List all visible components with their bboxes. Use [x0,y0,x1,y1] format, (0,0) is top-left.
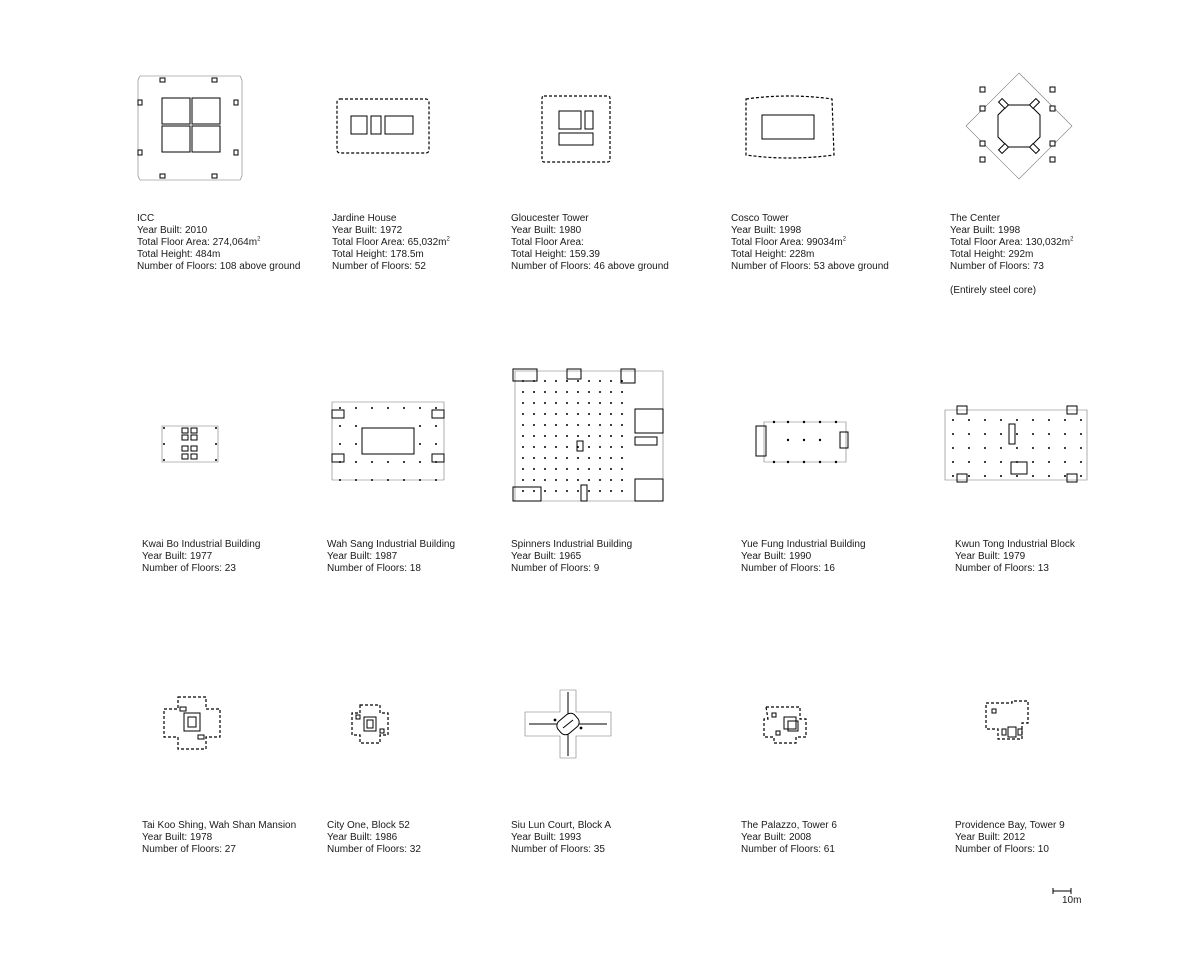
column-mark [588,468,590,470]
column-mark [566,457,568,459]
column-mark [544,424,546,426]
column-mark [621,457,623,459]
column-mark [387,479,389,481]
column-mark [968,461,970,463]
column-mark [968,433,970,435]
column-mark [544,479,546,481]
floor-count: Number of Floors: 16 [741,563,835,574]
floor-count: Number of Floors: 108 above ground [137,261,301,272]
column-mark [610,413,612,415]
column-mark [544,402,546,404]
column-mark [577,479,579,481]
caption-wah-sang [327,539,455,575]
column-mark [566,402,568,404]
column-mark [1016,447,1018,449]
column-mark [1032,461,1034,463]
column-grid [163,427,217,461]
caption-kwun-tong [955,539,1075,575]
column-mark [588,446,590,448]
caption-icc [137,213,300,273]
column-mark [621,380,623,382]
column-mark [435,443,437,445]
column-mark [355,425,357,427]
column-mark [522,468,524,470]
column-mark [610,479,612,481]
column-mark [387,407,389,409]
building-name: Spinners Industrial Building [511,539,633,550]
column-mark [1032,475,1034,477]
column-mark [968,447,970,449]
column-mark [403,479,405,481]
caption-city-one [327,820,421,856]
column-mark [566,479,568,481]
column-mark [533,391,535,393]
column-mark [610,468,612,470]
column-mark [544,391,546,393]
column-mark [555,457,557,459]
caption-tai-koo-shing [142,820,296,856]
column-mark [1064,419,1066,421]
column-mark [533,446,535,448]
column-mark [577,402,579,404]
caption-palazzo [741,820,837,856]
building-name: Gloucester Tower [511,213,589,224]
column-mark [968,475,970,477]
building-name: Jardine House [332,213,397,224]
column-mark [555,490,557,492]
column-mark [610,424,612,426]
column-mark [355,443,357,445]
year-built: Year Built: 1972 [332,225,403,236]
column-mark [435,461,437,463]
column-mark [544,490,546,492]
column-mark [566,380,568,382]
column-mark [522,446,524,448]
column-mark [1032,433,1034,435]
year-built: Year Built: 1990 [741,551,812,562]
year-built: Year Built: 1993 [511,832,582,843]
column-mark [522,490,524,492]
floor-count: Number of Floors: 46 above ground [511,261,669,272]
floor-count: Number of Floors: 13 [955,563,1049,574]
column-mark [544,380,546,382]
total-height: Total Height: 484m [137,249,221,260]
column-mark [339,407,341,409]
column-mark [1016,475,1018,477]
column-mark [984,447,986,449]
column-mark [610,435,612,437]
column-mark [566,468,568,470]
floor-count: Number of Floors: 18 [327,563,421,574]
column-mark [544,435,546,437]
column-mark [621,479,623,481]
building-name: Kwun Tong Industrial Block [955,539,1075,550]
column-mark [555,402,557,404]
column-mark [1064,447,1066,449]
floor-count: Number of Floors: 35 [511,844,605,855]
year-built: Year Built: 1998 [731,225,802,236]
floor-count: Number of Floors: 52 [332,261,426,272]
column-mark [599,413,601,415]
plan-siu-lun [523,688,613,760]
column-mark [621,413,623,415]
column-mark [555,435,557,437]
column-mark [1064,433,1066,435]
column-mark [419,443,421,445]
column-mark [533,479,535,481]
column-mark [577,391,579,393]
building-name: Tai Koo Shing, Wah Shan Mansion [142,820,297,831]
column-mark [1048,475,1050,477]
column-mark [1080,461,1082,463]
column-mark [533,490,535,492]
column-mark [435,425,437,427]
column-mark [555,391,557,393]
column-mark [599,435,601,437]
plan-jardine-house [334,96,432,156]
column-mark [1080,433,1082,435]
column-mark [555,479,557,481]
caption-gloucester-tower [511,213,669,273]
column-mark [588,402,590,404]
column-mark [610,380,612,382]
column-mark [952,475,954,477]
column-mark [435,407,437,409]
column-mark [952,433,954,435]
year-built: Year Built: 1998 [950,225,1021,236]
caption-cosco-tower [731,213,889,273]
column-mark [599,391,601,393]
column-mark [371,461,373,463]
column-mark [544,446,546,448]
floor-count: Number of Floors: 27 [142,844,236,855]
column-mark [621,446,623,448]
column-mark [1048,433,1050,435]
column-mark [621,490,623,492]
column-mark [621,435,623,437]
column-mark [566,413,568,415]
total-height: Total Height: 228m [731,249,815,260]
column-mark [621,424,623,426]
column-mark [533,457,535,459]
column-mark [599,457,601,459]
column-mark [588,457,590,459]
column-mark [599,380,601,382]
column-mark [621,468,623,470]
building-name: Yue Fung Industrial Building [741,539,866,550]
column-mark [1080,447,1082,449]
column-mark [1032,419,1034,421]
column-mark [555,468,557,470]
plan-tai-koo-shing [162,695,222,751]
column-mark [1048,461,1050,463]
column-mark [522,413,524,415]
column-mark [371,407,373,409]
caption-yue-fung [741,539,866,575]
column-mark [1080,419,1082,421]
column-mark [1000,461,1002,463]
column-mark [610,391,612,393]
column-mark [1000,419,1002,421]
year-built: Year Built: 1965 [511,551,582,562]
column-mark [577,457,579,459]
building-name: Wah Sang Industrial Building [327,539,456,550]
building-name: ICC [137,213,155,224]
column-mark [588,391,590,393]
year-built: Year Built: 1977 [142,551,213,562]
structure-note: (Entirely steel core) [950,285,1037,296]
column-mark [555,380,557,382]
plan-kwai-bo [160,422,220,466]
column-mark [533,424,535,426]
building-name: The Center [950,213,1001,224]
floor-area: Total Floor Area: $130,032m^2$ [950,236,1074,248]
column-mark [1048,447,1050,449]
column-mark [610,402,612,404]
column-mark [355,407,357,409]
column-mark [588,479,590,481]
total-height: Total Height: 159.39 [511,249,600,260]
column-mark [339,461,341,463]
column-mark [1000,447,1002,449]
column-mark [952,419,954,421]
column-mark [1064,461,1066,463]
column-mark [1032,447,1034,449]
year-built: Year Built: 1979 [955,551,1026,562]
column-mark [577,424,579,426]
building-name: Siu Lun Court, Block A [511,820,612,831]
column-mark [522,402,524,404]
column-mark [566,435,568,437]
column-mark [588,413,590,415]
column-mark [355,461,357,463]
column-mark [577,435,579,437]
column-mark [522,380,524,382]
column-mark [403,461,405,463]
column-mark [610,446,612,448]
column-mark [355,479,357,481]
column-mark [577,490,579,492]
column-mark [588,490,590,492]
total-height: Total Height: 178.5m [332,249,424,260]
column-mark [984,433,986,435]
column-mark [566,391,568,393]
column-mark [339,425,341,427]
column-mark [621,402,623,404]
plan-spinners [511,367,667,505]
caption-jardine-house [332,213,450,273]
floor-area: Total Floor Area: $274,064m^2$ [137,236,261,248]
column-mark [544,413,546,415]
column-mark [419,479,421,481]
column-mark [588,380,590,382]
column-mark [984,461,986,463]
column-mark [339,479,341,481]
floor-area: Total Floor Area: $65,032m^2$ [332,236,450,248]
caption-the-center [950,213,1073,297]
column-mark [599,446,601,448]
plan-gloucester-tower [539,93,613,165]
column-mark [1016,433,1018,435]
column-mark [599,490,601,492]
column-mark [533,435,535,437]
building-name: Kwai Bo Industrial Building [142,539,261,550]
building-name: Providence Bay, Tower 9 [955,820,1065,831]
plan-city-one [350,703,390,745]
column-mark [1000,433,1002,435]
column-mark [533,402,535,404]
column-mark [610,457,612,459]
column-mark [577,446,579,448]
column-mark [555,413,557,415]
column-mark [419,407,421,409]
year-built: Year Built: 2010 [137,225,208,236]
building-name: Cosco Tower [731,213,789,224]
column-mark [566,446,568,448]
column-mark [555,424,557,426]
year-built: Year Built: 2008 [741,832,812,843]
column-mark [533,468,535,470]
floor-count: Number of Floors: 10 [955,844,1049,855]
column-mark [621,391,623,393]
column-mark [577,468,579,470]
year-built: Year Built: 2012 [955,832,1026,843]
column-mark [599,424,601,426]
column-mark [588,424,590,426]
column-mark [984,475,986,477]
building-name: The Palazzo, Tower 6 [741,820,837,831]
column-mark [566,424,568,426]
caption-kwai-bo [142,539,260,575]
column-mark [522,479,524,481]
plan-yue-fung [754,418,852,466]
column-mark [588,435,590,437]
plan-wah-sang [330,398,446,484]
column-mark [419,461,421,463]
column-mark [952,461,954,463]
column-mark [968,419,970,421]
floor-count: Number of Floors: 53 above ground [731,261,889,272]
column-mark [339,443,341,445]
column-mark [419,425,421,427]
scale-bar-label: 10m [1062,895,1082,906]
caption-spinners [511,539,632,575]
column-mark [952,447,954,449]
year-built: Year Built: 1986 [327,832,398,843]
column-mark [577,413,579,415]
year-built: Year Built: 1978 [142,832,213,843]
column-mark [435,479,437,481]
total-height: Total Height: 292m [950,249,1034,260]
column-mark [1000,475,1002,477]
plan-icc [134,74,246,182]
column-mark [544,457,546,459]
column-mark [599,479,601,481]
floor-area: Total Floor Area: $99034m^2$ [731,236,847,248]
column-mark [1048,419,1050,421]
column-mark [599,468,601,470]
column-mark [599,402,601,404]
floor-count: Number of Floors: 73 [950,261,1044,272]
column-mark [544,468,546,470]
column-mark [371,479,373,481]
column-mark [522,435,524,437]
caption-siu-lun [511,820,611,856]
column-mark [1080,475,1082,477]
column-mark [522,391,524,393]
floor-count: Number of Floors: 9 [511,563,600,574]
year-built: Year Built: 1987 [327,551,398,562]
column-mark [522,424,524,426]
floor-count: Number of Floors: 23 [142,563,236,574]
caption-providence-bay [955,820,1065,856]
column-mark [577,380,579,382]
column-mark [403,407,405,409]
column-mark [1016,461,1018,463]
column-mark [1016,419,1018,421]
column-mark [533,413,535,415]
floor-area: Total Floor Area: [511,237,584,248]
plan-kwun-tong [943,404,1089,484]
plan-the-center [964,71,1074,181]
column-mark [555,446,557,448]
column-mark [522,457,524,459]
column-mark [533,380,535,382]
column-mark [566,490,568,492]
column-mark [610,490,612,492]
column-mark [1064,475,1066,477]
year-built: Year Built: 1980 [511,225,582,236]
column-mark [387,461,389,463]
plan-cosco-tower [742,93,836,161]
floor-count: Number of Floors: 61 [741,844,835,855]
plan-palazzo [762,703,808,745]
building-name: City One, Block 52 [327,820,410,831]
plan-providence-bay [982,699,1032,743]
floor-count: Number of Floors: 32 [327,844,421,855]
column-mark [984,419,986,421]
